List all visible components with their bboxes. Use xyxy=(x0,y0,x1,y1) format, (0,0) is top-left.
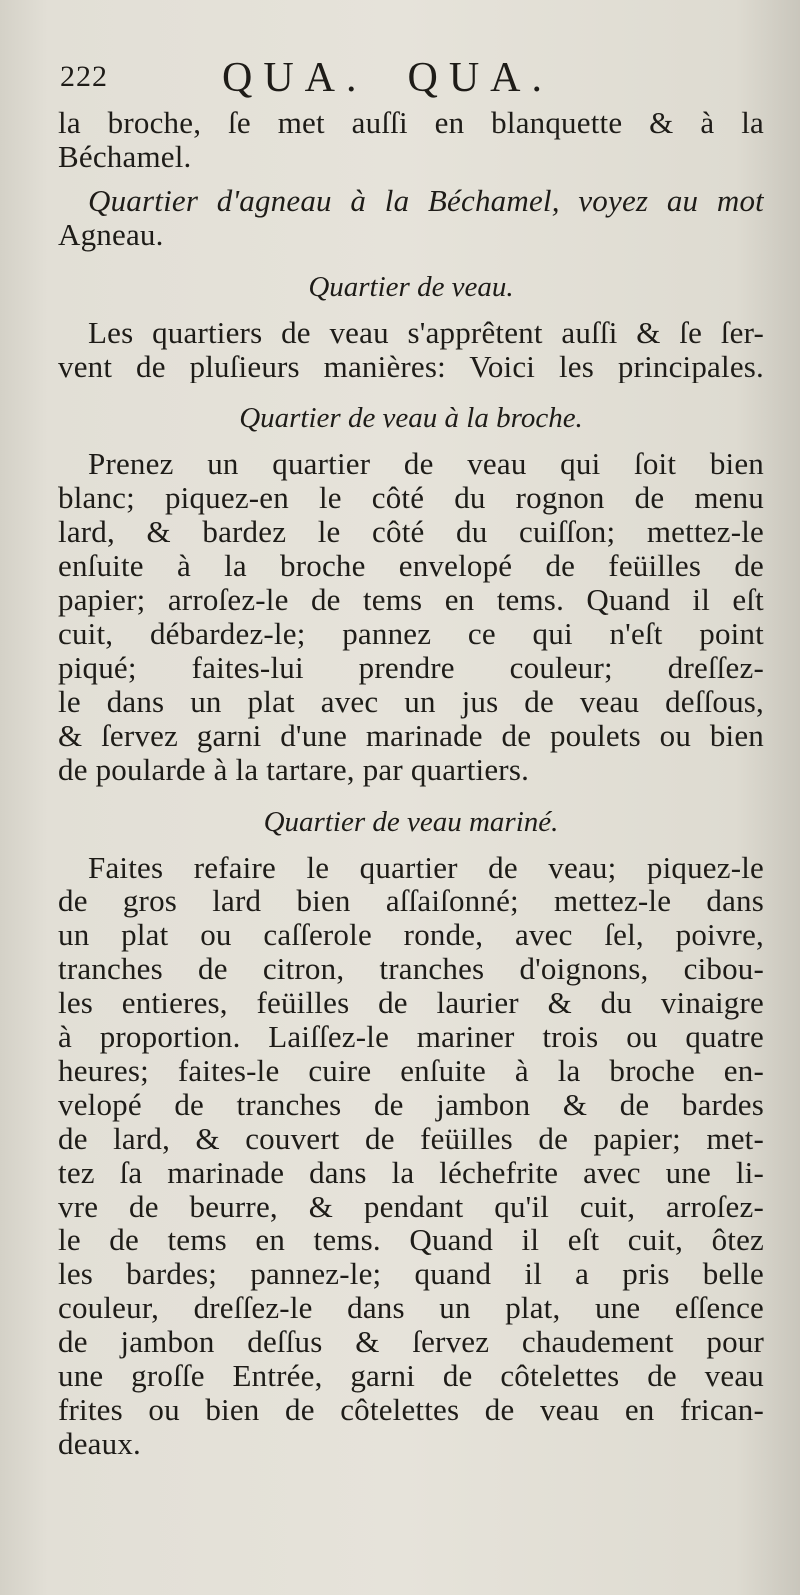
recipe-body xyxy=(58,851,764,1461)
text-line: un plat ou caſſerole ronde, avec ſel, poivre, xyxy=(58,918,764,953)
text-line: Les quartiers de veau s'apprêtent auſſi & ſe ſer- xyxy=(88,315,764,350)
text-line: de lard, & couvert de feüilles de papier; met- xyxy=(58,1121,764,1156)
section-title: Quartier de veau. xyxy=(308,270,514,303)
recipe-body xyxy=(58,447,764,786)
text-line: velopé de tranches de jambon & de bardes xyxy=(58,1087,764,1122)
text-line: couleur, dreſſez-le dans un plat, une eſſence xyxy=(58,1291,764,1326)
text-line: Agneau. xyxy=(58,217,164,252)
text-line: & ſervez garni d'une marinade de poulets ou bien xyxy=(58,718,764,753)
text-line: le de tems en tems. Quand il eſt cuit, ôtez xyxy=(58,1223,764,1258)
text-line: papier; arroſez-le de tems en tems. Quand il eſt xyxy=(58,583,764,617)
text-line: lard, & bardez le côté du cuiſſon; mettez-le xyxy=(58,515,764,550)
opening-paragraph xyxy=(58,106,764,174)
cross-reference-paragraph xyxy=(58,184,764,252)
text-line: blanc; piquez-en le côté du rognon de menu xyxy=(58,481,764,516)
text-line: piqué; faites-lui prendre couleur; dreſſez- xyxy=(58,650,764,685)
text-line: frites ou bien de côtelettes de veau en frican- xyxy=(58,1393,764,1427)
text-line: deaux. xyxy=(58,1426,141,1461)
intro-paragraph xyxy=(58,316,764,384)
text-line: les entieres, feüilles de laurier & du vinaigre xyxy=(58,986,764,1021)
text-line: tranches de citron, tranches d'oignons, cibou- xyxy=(58,952,764,987)
text-line: tez ſa marinade dans la léchefrite avec une li- xyxy=(58,1155,764,1190)
running-head-right: QUA. xyxy=(407,55,553,101)
text-line: de jambon deſſus & ſervez chaudement pour xyxy=(58,1325,764,1360)
text-line: de poularde à la tartare, par quartiers. xyxy=(58,752,530,787)
recipe-title: Quartier de veau à la broche. xyxy=(239,402,583,435)
text-line: les bardes; pannez-le; quand il a pris belle xyxy=(58,1257,764,1292)
text-line: Quartier d'agneau à la Béchamel, voyez au mot xyxy=(88,183,764,218)
text-line: Prenez un quartier de veau qui ſoit bien xyxy=(88,447,764,482)
text-line: la broche, ſe met auſſi en blanquette & à la xyxy=(58,106,764,140)
text-line: de gros lard bien aſſaiſonné; mettez-le dans xyxy=(58,884,764,919)
page-header xyxy=(58,52,764,106)
text-line: vre de beurre, & pendant qu'il cuit, arroſez- xyxy=(58,1189,764,1224)
text-line: cuit, débardez-le; pannez ce qui n'eſt point xyxy=(58,616,764,651)
text-line: à proportion. Laiſſez-le mariner trois ou quatre xyxy=(58,1020,764,1054)
text-line: vent de pluſieurs manières: Voici les principales. xyxy=(58,349,764,384)
text-line: une groſſe Entrée, garni de côtelettes de veau xyxy=(58,1359,764,1393)
running-head-left: QUA. xyxy=(222,55,368,101)
text-line: le dans un plat avec un jus de veau deſſous, xyxy=(58,684,764,719)
page-number: 222 xyxy=(60,60,108,93)
running-head xyxy=(222,54,593,102)
text-line: Béchamel. xyxy=(58,139,192,174)
text-line: heures; faites-le cuire enſuite à la broche en- xyxy=(58,1053,764,1088)
text-line: Faites refaire le quartier de veau; piquez-le xyxy=(88,850,764,885)
recipe-title: Quartier de veau mariné. xyxy=(263,805,559,838)
text-line: enſuite à la broche envelopé de feüilles de xyxy=(58,549,764,584)
